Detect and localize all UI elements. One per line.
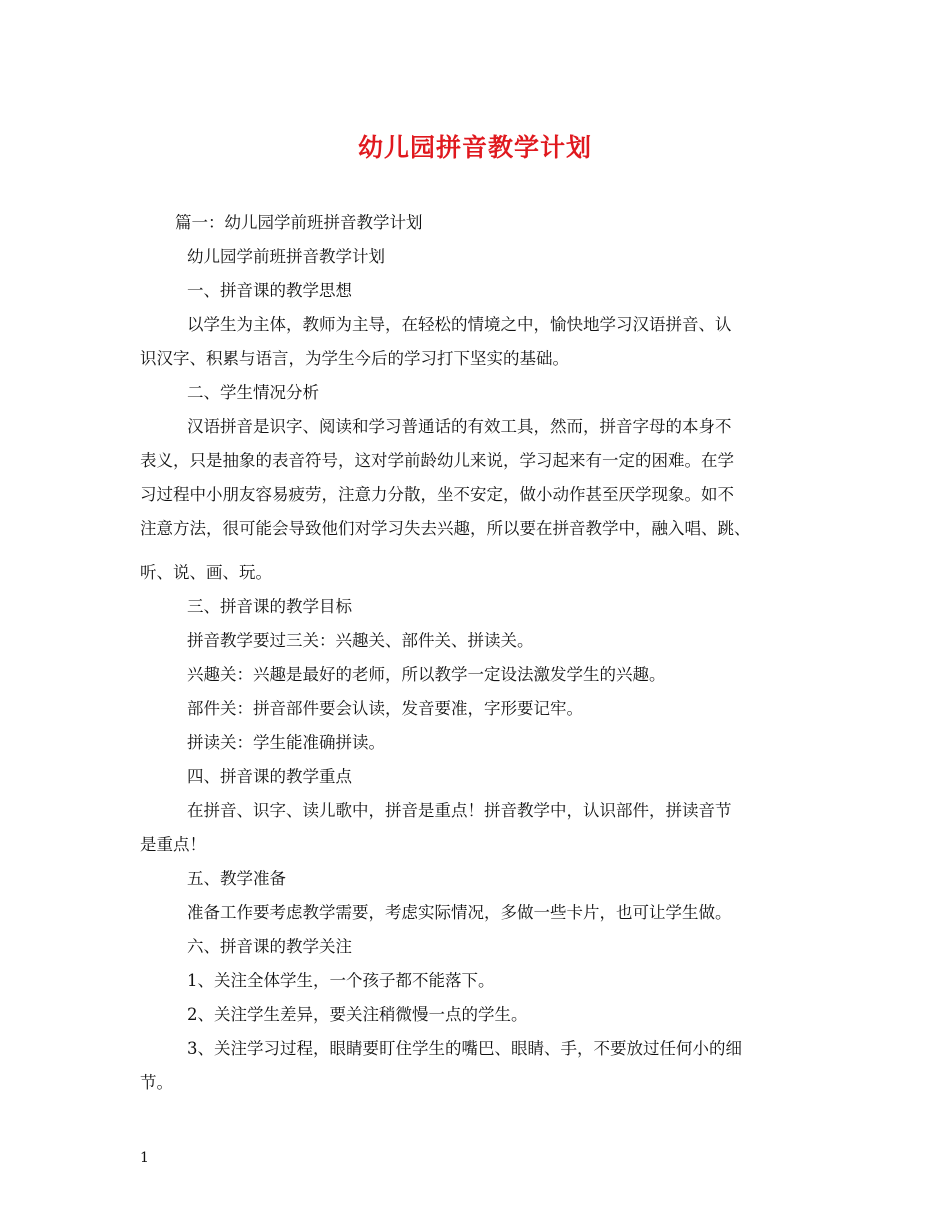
list-item: 3、关注学习过程，眼睛要盯住学生的嘴巴、眼睛、手，不要放过任何小的细 bbox=[187, 1039, 742, 1058]
paragraph-line: 兴趣关：兴趣是最好的老师，所以教学一定设法激发学生的兴趣。 bbox=[187, 665, 666, 684]
paragraph-line: 部件关：拼音部件要会认读，发音要准，字形要记牢。 bbox=[187, 699, 583, 718]
paragraph-line: 准备工作要考虑教学需要，考虑实际情况，多做一些卡片，也可让学生做。 bbox=[187, 903, 732, 922]
paragraph-line: 听、说、画、玩。 bbox=[140, 563, 272, 582]
document-subtitle: 幼儿园学前班拼音教学计划 bbox=[187, 247, 385, 266]
paragraph-line: 在拼音、识字、读儿歌中，拼音是重点！拼音教学中，认识部件，拼读音节 bbox=[187, 801, 732, 820]
heading-2: 二、学生情况分析 bbox=[187, 383, 319, 402]
paragraph-line: 汉语拼音是识字、阅读和学习普通话的有效工具，然而，拼音字母的本身不 bbox=[187, 417, 732, 436]
heading-5: 五、教学准备 bbox=[187, 869, 286, 888]
heading-4: 四、拼音课的教学重点 bbox=[187, 767, 352, 786]
list-item: 1、关注全体学生，一个孩子都不能落下。 bbox=[187, 971, 495, 990]
section-heading: 篇一：幼儿园学前班拼音教学计划 bbox=[175, 213, 423, 232]
heading-3: 三、拼音课的教学目标 bbox=[187, 597, 352, 616]
paragraph-line: 拼读关：学生能准确拼读。 bbox=[187, 733, 385, 752]
heading-6: 六、拼音课的教学关注 bbox=[187, 937, 352, 956]
heading-1: 一、拼音课的教学思想 bbox=[187, 281, 352, 300]
list-item: 2、关注学生差异，要关注稍微慢一点的学生。 bbox=[187, 1005, 528, 1024]
paragraph-line: 拼音教学要过三关：兴趣关、部件关、拼读关。 bbox=[187, 631, 534, 650]
paragraph-line: 节。 bbox=[140, 1073, 173, 1092]
paragraph-line: 以学生为主体，教师为主导，在轻松的情境之中，愉快地学习汉语拼音、认 bbox=[187, 315, 732, 334]
paragraph-line: 是重点！ bbox=[140, 835, 206, 854]
paragraph-line: 表义，只是抽象的表音符号，这对学前龄幼儿来说，学习起来有一定的困难。在学 bbox=[140, 451, 734, 470]
page-number: 1 bbox=[140, 1150, 149, 1166]
page-title: 幼儿园拼音教学计划 bbox=[357, 133, 592, 162]
paragraph-line: 习过程中小朋友容易疲劳，注意力分散，坐不安定，做小动作甚至厌学现象。如不 bbox=[140, 485, 734, 504]
paragraph-line: 识汉字、积累与语言，为学生今后的学习打下坚实的基础。 bbox=[140, 349, 569, 368]
paragraph-line: 注意方法，很可能会导致他们对学习失去兴趣，所以要在拼音教学中，融入唱、跳、 bbox=[140, 519, 751, 538]
